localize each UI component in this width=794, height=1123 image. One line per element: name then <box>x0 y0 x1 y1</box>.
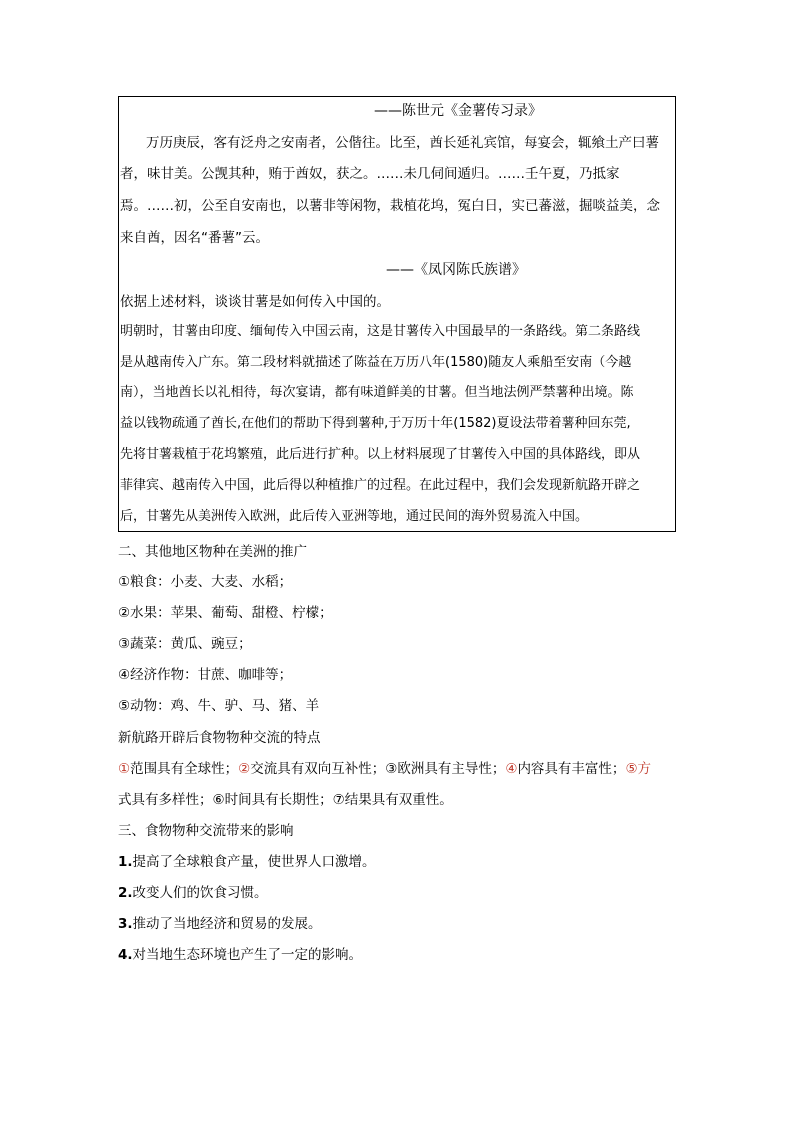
features-heading: 新航路开辟后食物物种交流的特点 <box>118 730 321 746</box>
features-line: 式具有多样性；⑥时间具有长期性；⑦结果具有双重性。 <box>118 792 453 808</box>
item-text: 改变人们的饮食习惯。 <box>132 885 268 901</box>
feature-text: 方 <box>637 761 652 777</box>
list-item: ②水果：苹果、葡萄、甜橙、柠檬； <box>118 605 333 621</box>
answer-line: 明朝时，甘薯由印度、缅甸传入中国云南，这是甘薯传入中国最早的一条路线。第二条路线 <box>120 324 641 339</box>
feature-text: 内容具有丰富性； <box>517 761 626 777</box>
feature-text: 范围具有全球性； <box>130 761 239 777</box>
item-number: 2. <box>118 885 133 901</box>
answer-line: 益以钱物疏通了酋长,在他们的帮助下得到薯种,于万历十年(1582)夏设法带着薯种回东莞, <box>120 416 631 431</box>
material-paragraph-line: 者，味甘美。公觊其种，贿于酋奴，获之。……未几伺间遁归。……壬午夏，乃抵家 <box>120 166 620 182</box>
material-paragraph-line: 万历庚辰，客有泛舟之安南者，公偕往。比至，酋长延礼宾馆，每宴会，辄飨土产曰薯 <box>146 135 659 151</box>
item-text: 对当地生态环境也产生了一定的影响。 <box>132 947 363 963</box>
answer-line: 先将甘薯栽植于花坞繁殖，此后进行扩种。以上材料展现了甘薯传入中国的具体路线，即从 <box>120 447 641 462</box>
list-item: ④经济作物：甘蔗、咖啡等； <box>118 667 293 683</box>
item-text: 提高了全球粮食产量，使世界人口激增。 <box>132 854 376 870</box>
feature-number: ④ <box>505 761 518 777</box>
feature-text: 交流具有双向互补性； <box>250 761 386 777</box>
feature-number: ⑤ <box>625 761 638 777</box>
list-item: ③蔬菜：黄瓜、豌豆； <box>118 636 252 652</box>
feature-number: ② <box>238 761 251 777</box>
section-heading-2: 二、其他地区物种在美洲的推广 <box>118 544 307 560</box>
list-item: ⑤动物：鸡、牛、驴、马、猪、羊 <box>118 698 320 714</box>
answer-line: 菲律宾、越南传入中国，此后得以种植推广的过程。在此过程中，我们会发现新航路开辟之 <box>120 478 641 493</box>
features-line <box>118 759 651 779</box>
item-text: 推动了当地经济和贸易的发展。 <box>132 916 322 932</box>
list-item <box>118 914 322 934</box>
item-number: 1. <box>118 854 133 870</box>
item-number: 3. <box>118 916 133 932</box>
list-item <box>118 945 362 965</box>
answer-line: 南），当地酋长以礼相待，每次宴请，都有味道鲜美的甘薯。但当地法例严禁薯种出境。陈 <box>120 385 634 400</box>
answer-line: 后，甘薯先从美洲传入欧洲，此后传入亚洲等地，通过民间的海外贸易流入中国。 <box>120 509 589 524</box>
section-heading-3: 三、食物物种交流带来的影响 <box>118 823 294 839</box>
citation-bottom: ——《凤冈陈氏族谱》 <box>386 262 526 278</box>
list-item: ①粮食：小麦、大麦、水稻； <box>118 574 293 590</box>
list-item <box>118 883 268 903</box>
answer-line: 是从越南传入广东。第二段材料就描述了陈益在万历八年(1580)随友人乘船至安南（今越 <box>120 355 632 370</box>
item-number: 4. <box>118 947 133 963</box>
material-paragraph-line: 来自酋，因名“番薯”云。 <box>120 230 269 246</box>
material-box <box>118 96 676 532</box>
list-item <box>118 852 376 872</box>
question-text: 依据上述材料，谈谈甘薯是如何传入中国的。 <box>120 294 390 310</box>
feature-number: ① <box>118 761 131 777</box>
material-paragraph-line: 焉。……初，公至自安南也，以薯非等闲物，栽植花坞，冤白日，实已蕃滋，掘啖益美，念 <box>120 198 660 214</box>
feature-text: ③欧洲具有主导性； <box>385 761 506 777</box>
citation-top: ——陈世元《金薯传习录》 <box>374 103 542 119</box>
